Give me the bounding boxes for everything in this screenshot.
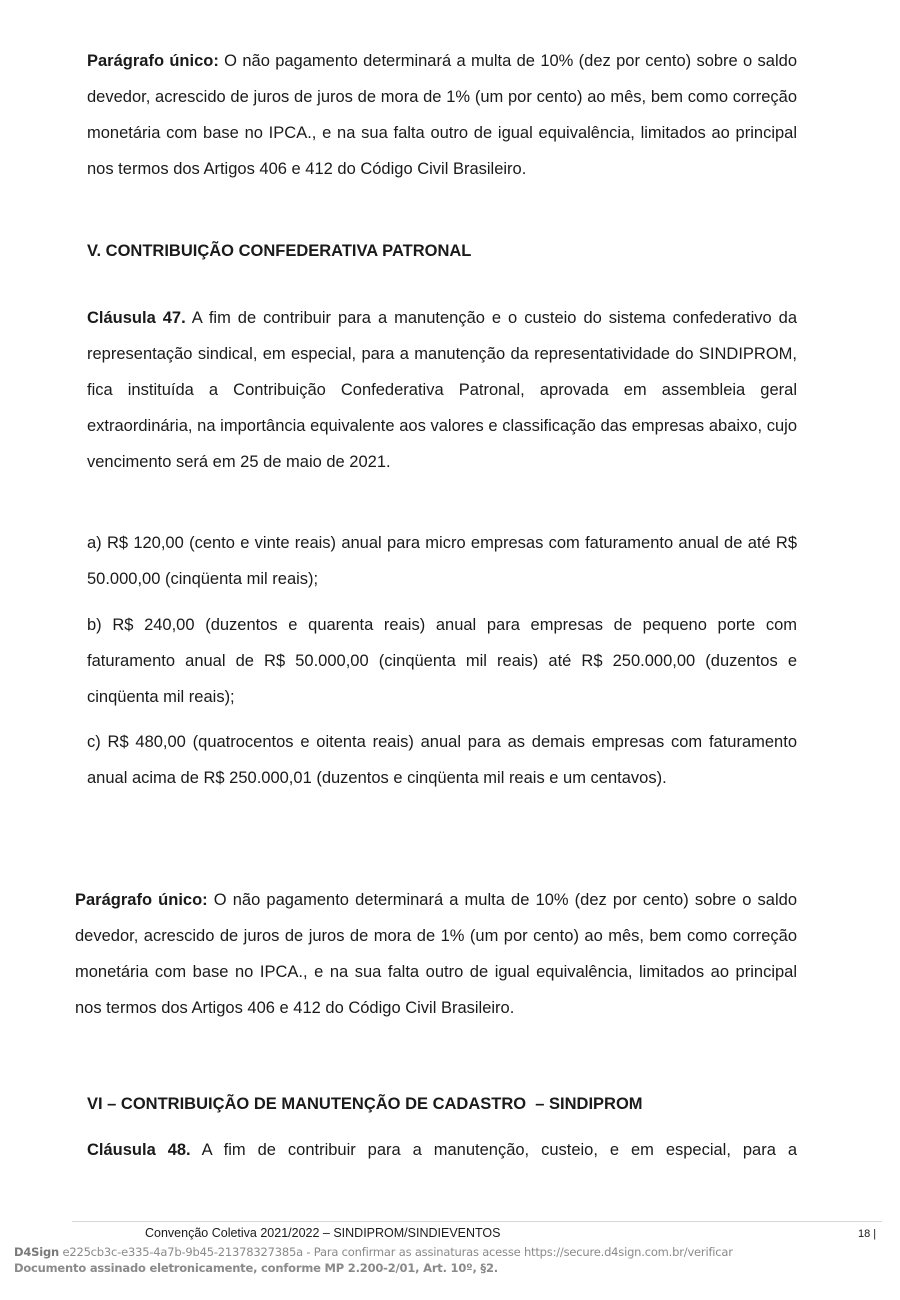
footer-title: Convenção Coletiva 2021/2022 – SINDIPROM/SINDIEVENTOS bbox=[145, 1226, 501, 1240]
clausula-47 bbox=[87, 300, 797, 480]
d4sign-brand: D4Sign bbox=[14, 1245, 59, 1259]
item-c: c) R$ 480,00 (quatrocentos e oitenta reais) anual para as demais empresas com faturamento anual acima de R$ 250.000,01 (duzentos e cinqüenta mil reais e um centavos). bbox=[87, 733, 797, 787]
clausula-label: Cláusula 48. bbox=[87, 1141, 191, 1159]
item-a: a) R$ 120,00 (cento e vinte reais) anual para micro empresas com faturamento anual de até R$ 50.000,00 (cinqüenta mil reais); bbox=[87, 534, 797, 588]
paragrafo-text: O não pagamento determinará a multa de 10% (dez por cento) sobre o saldo devedor, acrescido de juros de juros de mora de 1% (um por cento) ao mês, bem como correção monetária com base no IPCA., e na sua falta outro de igual equivalência, limitados ao principal nos termos dos Artigos 406 e 412 do Código Civil Brasileiro. bbox=[75, 891, 797, 1017]
clausula-text: A fim de contribuir para a manutenção e o custeio do sistema confederativo da representação sindical, em especial, para a manutenção da representatividade do SINDIPROM, fica instituída a Contribuição Confederativa Patronal, aprovada em assembleia geral extraordinária, na importância equivalente aos valores e classificação das empresas abaixo, cujo vencimento será em 25 de maio de 2021. bbox=[87, 309, 797, 471]
paragrafo-label: Parágrafo único: bbox=[87, 52, 219, 70]
signature-verification-line bbox=[14, 1245, 733, 1259]
footer-divider bbox=[72, 1221, 882, 1222]
signature-hash-text: e225cb3c-e335-4a7b-9b45-21378327385a - Para confirmar as assinaturas acesse https://secure.d4sign.com.br/verificar bbox=[59, 1245, 733, 1259]
clausula-48 bbox=[87, 1132, 797, 1168]
clausula-text: A fim de contribuir para a manutenção, custeio, e em especial, para a bbox=[190, 1141, 797, 1159]
section-heading-v: V. CONTRIBUIÇÃO CONFEDERATIVA PATRONAL bbox=[87, 242, 472, 260]
clausula-label: Cláusula 47. bbox=[87, 309, 186, 327]
item-b: b) R$ 240,00 (duzentos e quarenta reais) anual para empresas de pequeno porte com faturamento anual de R$ 50.000,00 (cinqüenta mil reais) até R$ 250.000,00 (duzentos e cinqüenta mil reais); bbox=[87, 616, 797, 706]
paragrafo-label: Parágrafo único: bbox=[75, 891, 208, 909]
paragrafo-text: O não pagamento determinará a multa de 10% (dez por cento) sobre o saldo devedor, acrescido de juros de juros de mora de 1% (um por cento) ao mês, bem como correção monetária com base no IPCA., e na sua falta outro de igual equivalência, limitados ao principal nos termos dos Artigos 406 e 412 do Código Civil Brasileiro. bbox=[87, 52, 797, 178]
section-heading-vi: VI – CONTRIBUIÇÃO DE MANUTENÇÃO DE CADASTRO – SINDIPROM bbox=[87, 1095, 643, 1113]
paragrafo-unico-1 bbox=[87, 43, 797, 187]
page-number: 18 | bbox=[858, 1228, 877, 1240]
signature-legal-note: Documento assinado eletronicamente, conforme MP 2.200-2/01, Art. 10º, §2. bbox=[14, 1261, 498, 1275]
paragrafo-unico-2 bbox=[75, 882, 797, 1026]
